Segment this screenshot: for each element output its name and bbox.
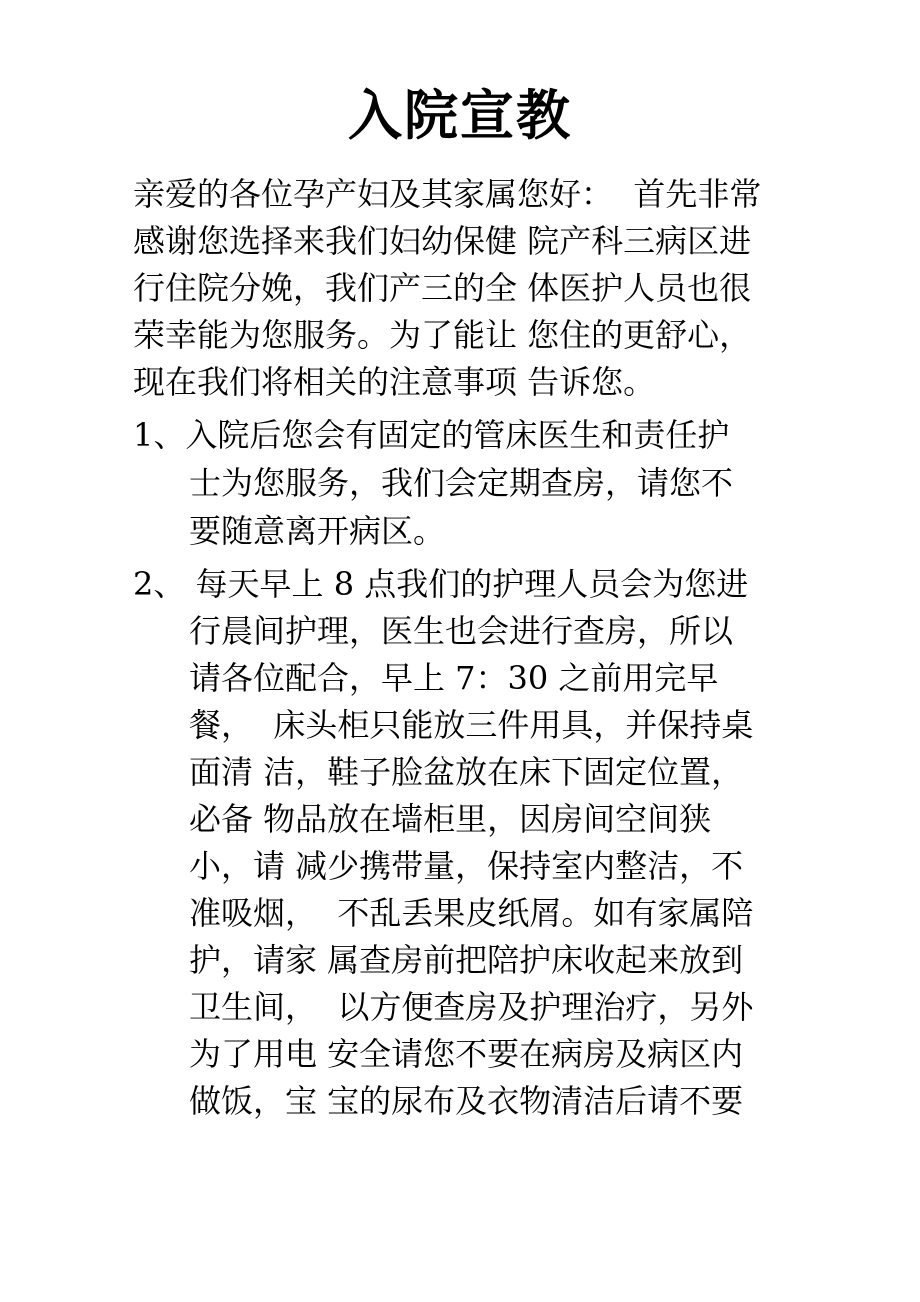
page-title: 入院宣教 (348, 83, 572, 147)
intro-line-3: 行住院分娩，我们产三的全 体医护人员也很 (133, 269, 752, 307)
item-2-line-12: 做饭，宝 宝的尿布及衣物清洁后请不要 (189, 1082, 744, 1120)
item-2-line-6: 必备 物品放在墙柜里，因房间空间狭 (189, 800, 712, 838)
item-2-line-7: 小，请 减少携带量，保持室内整洁，不 (189, 847, 744, 885)
intro-line-5: 现在我们将相关的注意事项 告诉您。 (133, 363, 656, 401)
item-2-line-2: 行晨间护理，医生也会进行查房，所以 (189, 612, 734, 650)
intro-line-4: 荣幸能为您服务。为了能让 您住的更舒心， (133, 316, 752, 354)
item-2-line-9: 护，请家 属查房前把陪护床收起来放到 (189, 941, 744, 979)
item-2-line-1: 2、 每天早上 8 点我们的护理人员会为您进 (133, 565, 749, 603)
item-2-line-3: 请各位配合，早上 7：30 之前用完早 (189, 659, 719, 697)
item-1-line-3: 要随意离开病区。 (189, 512, 446, 550)
intro-line-1: 亲爱的各位孕产妇及其家属您好： 首先非常 (133, 175, 762, 213)
item-1-line-1: 1、入院后您会有固定的管床医生和责任护 (133, 416, 730, 454)
item-2-line-11: 为了用电 安全请您不要在病房及病区内 (189, 1035, 744, 1073)
item-2-line-8: 准吸烟， 不乱丢果皮纸屑。如有家属陪 (189, 894, 754, 932)
item-2-line-5: 面清 洁，鞋子脸盆放在床下固定位置， (189, 753, 744, 791)
item-2-line-10: 卫生间， 以方便查房及护理治疗，另外 (189, 988, 754, 1026)
intro-line-2: 感谢您选择来我们妇幼保健 院产科三病区进 (133, 222, 752, 260)
item-1-line-2: 士为您服务，我们会定期查房，请您不 (189, 464, 734, 502)
item-2-line-4: 餐， 床头柜只能放三件用具，并保持桌 (189, 706, 754, 744)
